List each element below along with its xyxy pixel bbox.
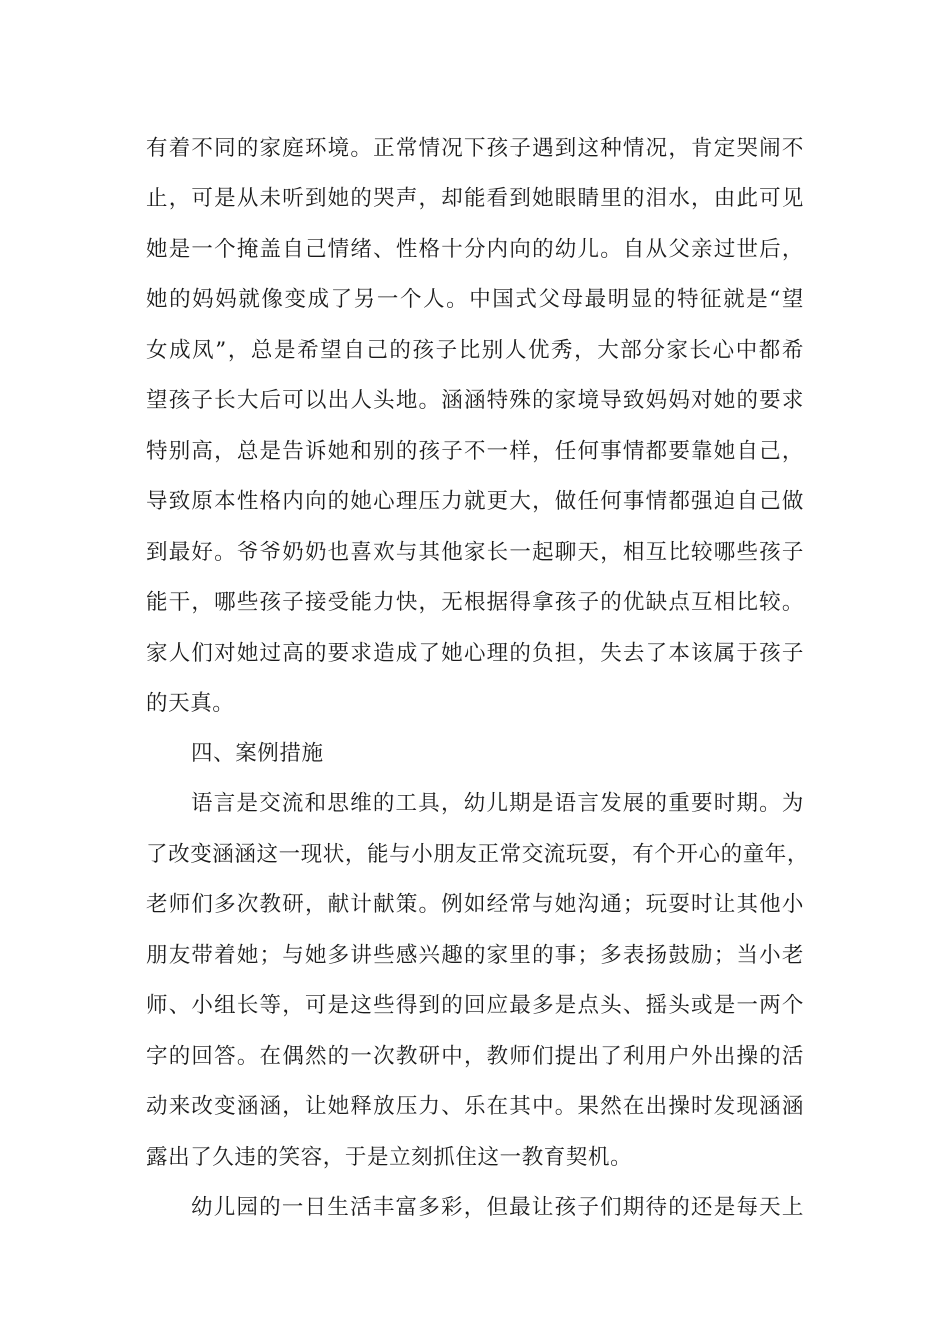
paragraph-line: 动来改变涵涵，让她释放压力、乐在其中。果然在出操时发现涵涵 [146,1094,804,1119]
paragraph-line: 了改变涵涵这一现状，能与小朋友正常交流玩耍，有个开心的童年， [146,842,810,867]
paragraph-line: 老师们多次教研，献计献策。例如经常与她沟通；玩耍时让其他小 [146,892,804,917]
paragraph-line: 能干，哪些孩子接受能力快，无根据得拿孩子的优缺点互相比较。 [146,590,804,615]
paragraph-line: 导致原本性格内向的她心理压力就更大，做任何事情都强迫自己做 [146,489,804,514]
paragraph-line: 露出了久违的笑容，于是立刻抓住这一教育契机。 [146,1145,633,1170]
section-heading: 四、案例措施 [191,741,324,766]
paragraph-line: 语言是交流和思维的工具，幼儿期是语言发展的重要时期。为 [191,791,804,816]
paragraph-line: 的天真。 [146,691,235,716]
paragraph-line: 朋友带着她；与她多讲些感兴趣的家里的事；多表扬鼓励；当小老 [146,943,804,968]
paragraph-line: 特别高，总是告诉她和别的孩子不一样，任何事情都要靠她自己， [146,439,804,464]
paragraph-line: 她是一个掩盖自己情绪、性格十分内向的幼儿。自从父亲过世后， [146,237,804,262]
paragraph-line: 幼儿园的一日生活丰富多彩，但最让孩子们期待的还是每天上 [191,1195,804,1220]
paragraph-line: 女成凤”，总是希望自己的孩子比别人优秀，大部分家长心中都希 [146,338,804,363]
paragraph-line: 有着不同的家庭环境。正常情况下孩子遇到这种情况，肯定哭闹不 [146,136,804,161]
paragraph-line: 她的妈妈就像变成了另一个人。中国式父母最明显的特征就是“望 [146,287,804,312]
paragraph-line: 家人们对她过高的要求造成了她心理的负担，失去了本该属于孩子 [146,641,804,666]
paragraph-line: 止，可是从未听到她的哭声，却能看到她眼睛里的泪水，由此可见 [146,186,804,211]
paragraph-line: 到最好。爷爷奶奶也喜欢与其他家长一起聊天，相互比较哪些孩子 [146,540,804,565]
paragraph-line: 字的回答。在偶然的一次教研中，教师们提出了利用户外出操的活 [146,1044,804,1069]
paragraph-line: 师、小组长等，可是这些得到的回应最多是点头、摇头或是一两个 [146,993,804,1018]
paragraph-line: 望孩子长大后可以出人头地。涵涵特殊的家境导致妈妈对她的要求 [146,388,804,413]
